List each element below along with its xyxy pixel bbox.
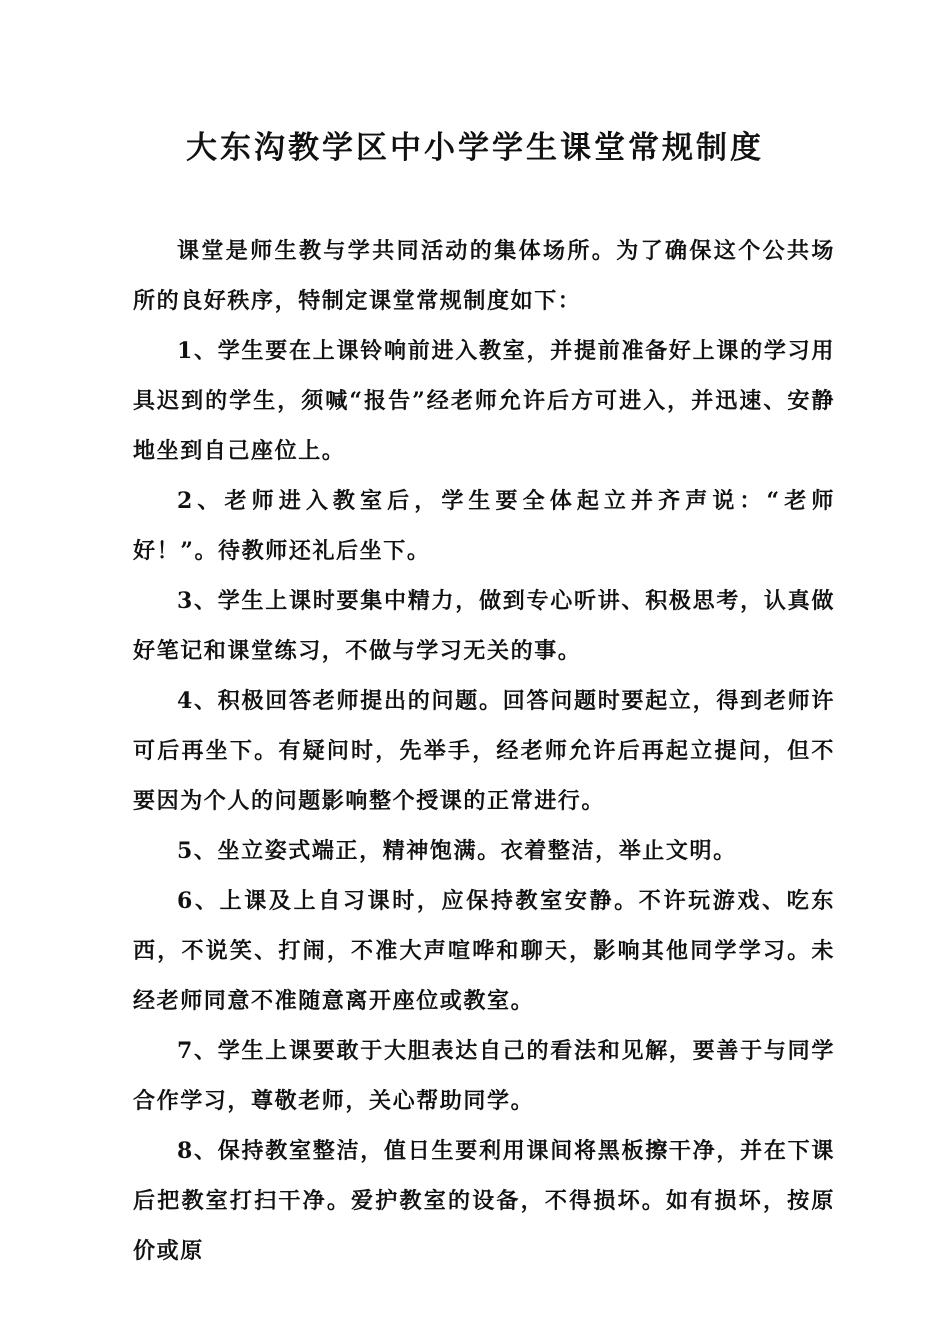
rule-paragraph-8: 8、保持教室整洁，值日生要利用课间将黑板擦干净，并在下课后把教室打扫干净。爱护教室的设备，不得损坏。如有损坏，按原价或原 (133, 1138, 835, 1264)
document-body (133, 226, 835, 1276)
intro-paragraph: 课堂是师生教与学共同活动的集体场所。为了确保这个公共场所的良好秩序，特制定课堂常规制度如下： (133, 238, 835, 314)
rule-paragraph-2: 2、老师进入教室后，学生要全体起立并齐声说：“老师好！”。待教师还礼后坐下。 (133, 488, 835, 564)
document-title: 大东沟教学区中小学学生课堂常规制度 (186, 130, 764, 166)
rule-paragraph-7: 7、学生上课要敢于大胆表达自己的看法和见解，要善于与同学合作学习，尊敬老师，关心帮助同学。 (133, 1038, 835, 1114)
rule-paragraph-3: 3、学生上课时要集中精力，做到专心听讲、积极思考，认真做好笔记和课堂练习，不做与学习无关的事。 (133, 588, 835, 664)
rule-paragraph-5: 5、坐立姿式端正，精神饱满。衣着整洁，举止文明。 (177, 838, 737, 864)
rule-paragraph-6: 6、上课及上自习课时，应保持教室安静。不许玩游戏、吃东西，不说笑、打闹，不准大声喧哗和聊天，影响其他同学学习。未经老师同意不准随意离开座位或教室。 (133, 888, 835, 1014)
rule-paragraph-4: 4、积极回答老师提出的问题。回答问题时要起立，得到老师许可后再坐下。有疑问时，先举手，经老师允许后再起立提问，但不要因为个人的问题影响整个授课的正常进行。 (133, 688, 835, 814)
rule-paragraph-1: 1、学生要在上课铃响前进入教室，并提前准备好上课的学习用具迟到的学生，须喊“报告”经老师允许后方可进入，并迅速、安静地坐到自己座位上。 (133, 338, 835, 464)
